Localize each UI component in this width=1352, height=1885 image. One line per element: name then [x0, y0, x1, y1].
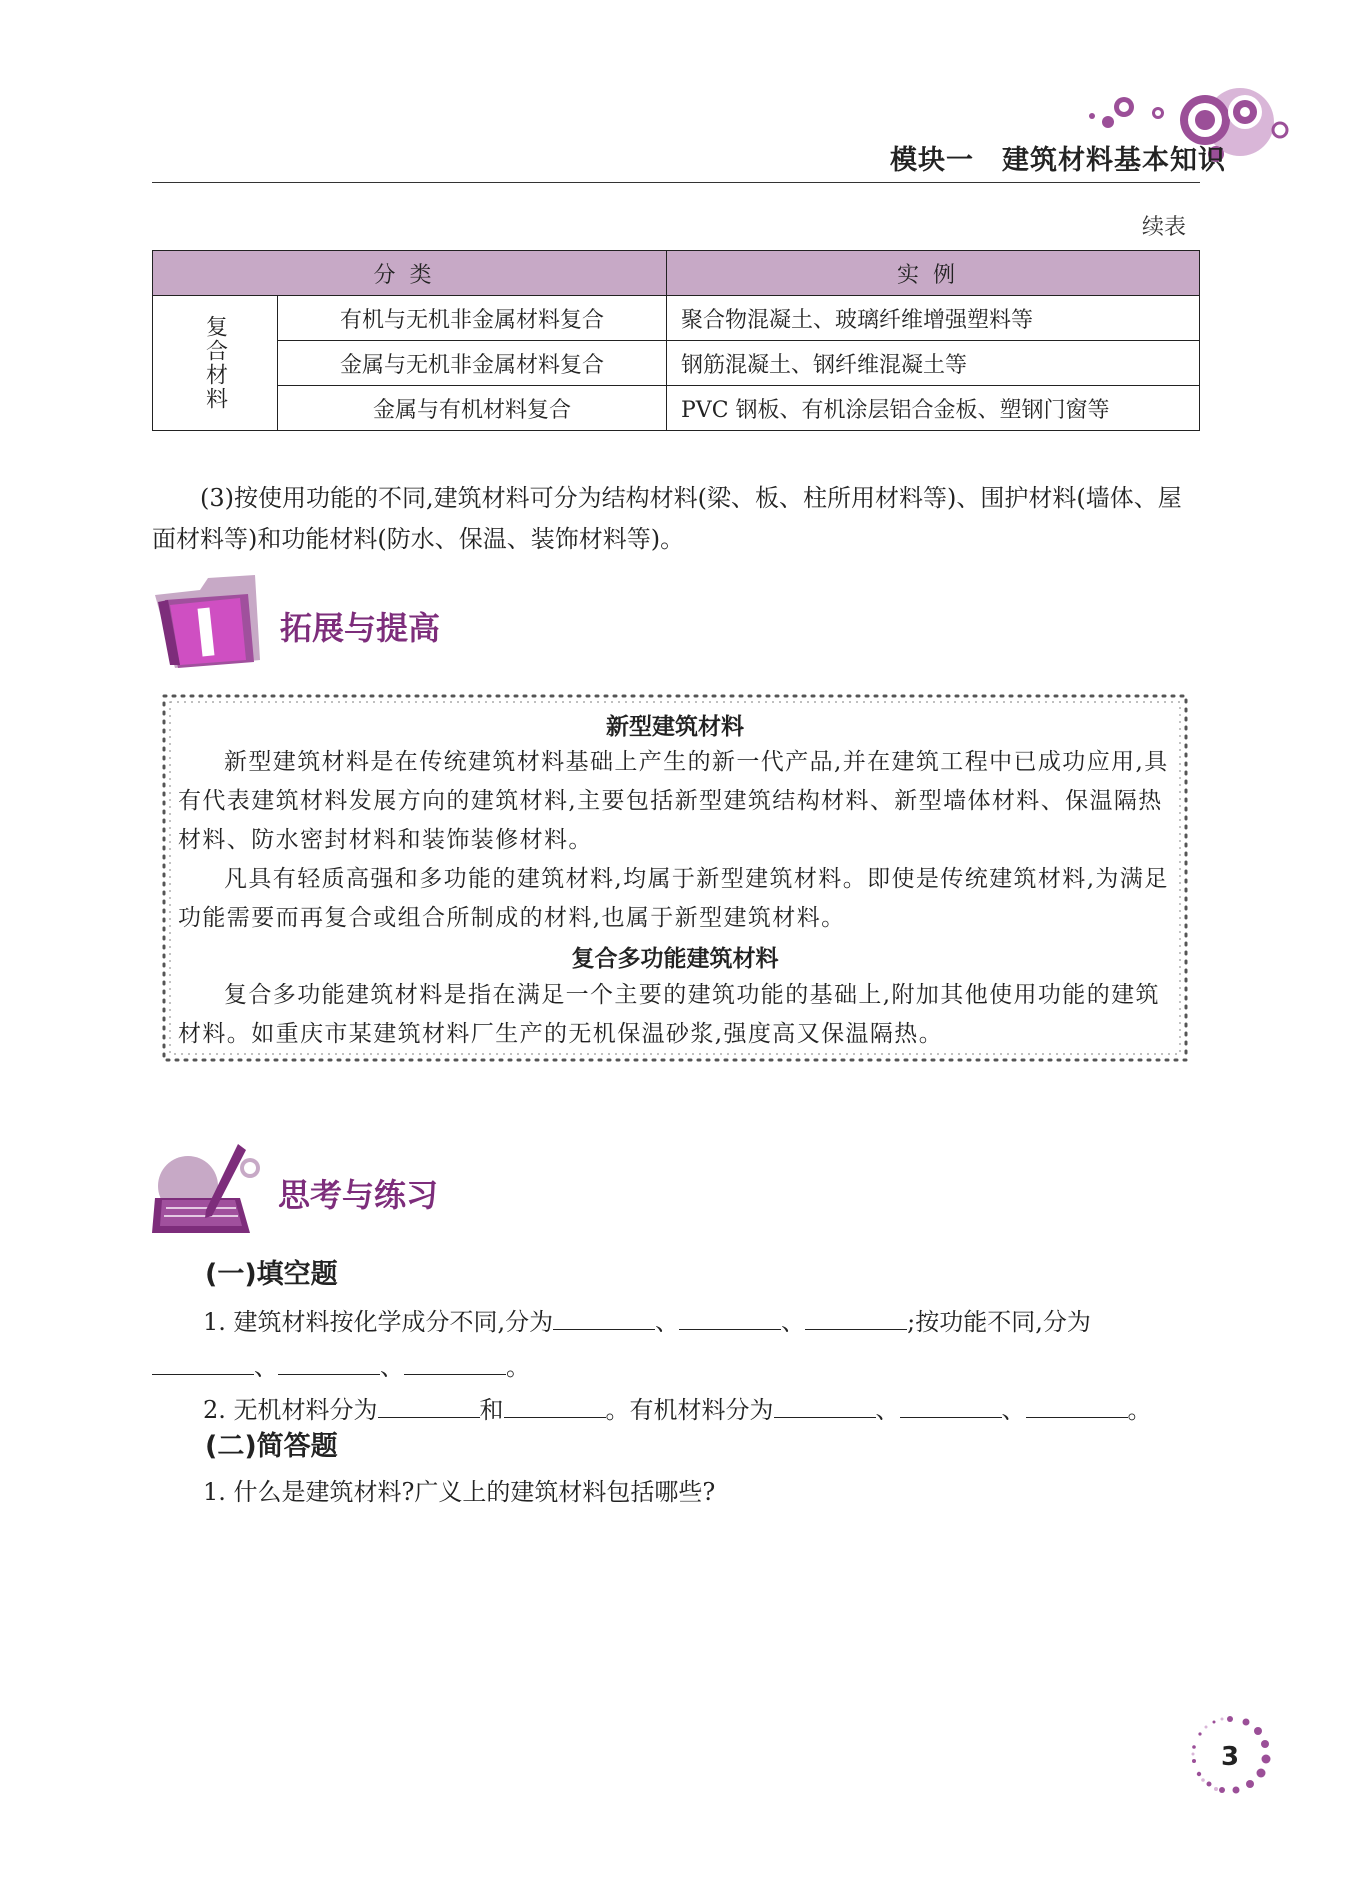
box-paragraph: 复合多功能建筑材料是指在满足一个主要的建筑功能的基础上,附加其他使用功能的建筑材料。如重庆市某建筑材料厂生产的无机保温砂浆,强度高又保温隔热。	[178, 982, 1160, 1047]
short-answer-heading: (二)简答题	[205, 1431, 338, 1462]
row-example: PVC 钢板、有机涂层铝合金板、塑钢门窗等	[667, 386, 1200, 431]
blank[interactable]	[378, 1395, 480, 1418]
page-number: 3	[1220, 1742, 1240, 1772]
blank[interactable]	[504, 1395, 606, 1418]
fill-in-heading: (一)填空题	[205, 1259, 338, 1290]
box-heading: 新型建筑材料	[606, 713, 744, 740]
question-text: 1. 建筑材料按化学成分不同,分为	[203, 1308, 554, 1336]
blank[interactable]	[900, 1395, 1002, 1418]
row-example: 钢筋混凝土、钢纤维混凝土等	[667, 341, 1200, 386]
blank[interactable]	[553, 1307, 655, 1330]
row-name: 金属与无机非金属材料复合	[278, 341, 667, 386]
exercises-title: 思考与练习	[278, 1176, 439, 1214]
short-answer-question-1: 1. 什么是建筑材料?广义上的建筑材料包括哪些?	[203, 1478, 716, 1506]
blank[interactable]	[774, 1395, 876, 1418]
header-rule	[152, 182, 1200, 183]
blank[interactable]	[805, 1307, 907, 1330]
table-row	[153, 386, 1200, 431]
question-text: 和	[479, 1396, 504, 1424]
blank[interactable]	[278, 1352, 380, 1375]
paragraph-function-classification: (3)按使用功能的不同,建筑材料可分为结构材料(梁、板、柱所用材料等)、围护材料(墙体、屋面材料等)和功能材料(防水、保温、装饰材料等)。	[152, 484, 1182, 553]
blank[interactable]	[404, 1352, 506, 1375]
box-paragraph: 凡具有轻质高强和多功能的建筑材料,均属于新型建筑材料。即使是传统建筑材料,为满足功能需要而再复合或组合所制成的材料,也属于新型建筑材料。	[178, 866, 1169, 931]
blank[interactable]	[1026, 1395, 1128, 1418]
group-label: 复合材料	[153, 296, 278, 431]
box-heading: 复合多功能建筑材料	[571, 945, 779, 972]
row-name: 金属与有机材料复合	[278, 386, 667, 431]
table-row	[153, 296, 1200, 341]
classification-table	[152, 250, 1200, 431]
box-paragraph: 新型建筑材料是在传统建筑材料基础上产生的新一代产品,并在建筑工程中已成功应用,具有代表建筑材料发展方向的建筑材料,主要包括新型建筑结构材料、新型墙体材料、保温隔热材料、防水密封材料和装饰装修材料。	[178, 749, 1169, 853]
header-category: 分类	[153, 251, 667, 296]
header-title: 模块一 建筑材料基本知识	[890, 145, 1226, 176]
folder-icon	[150, 570, 265, 670]
blank[interactable]	[679, 1307, 781, 1330]
header-example: 实例	[667, 251, 1200, 296]
question-text: ;按功能不同,分为	[907, 1308, 1091, 1336]
question-text: 2. 无机材料分为	[203, 1396, 378, 1424]
extension-title: 拓展与提高	[280, 609, 441, 647]
row-example: 聚合物混凝土、玻璃纤维增强塑料等	[667, 296, 1200, 341]
question-text: 。有机材料分为	[605, 1396, 774, 1424]
question-1-line2: 、 、 。	[152, 1347, 530, 1387]
continued-table-label: 续表	[1142, 215, 1187, 240]
table-header-row	[153, 251, 1200, 296]
row-name: 有机与无机非金属材料复合	[278, 296, 667, 341]
page-number-badge	[1188, 1713, 1272, 1797]
table-row	[153, 341, 1200, 386]
blank[interactable]	[152, 1352, 254, 1375]
notebook-pen-icon	[150, 1138, 265, 1238]
question-1-line1: 1. 建筑材料按化学成分不同,分为 、 、 ;按功能不同,分为	[203, 1308, 1091, 1336]
question-2: 2. 无机材料分为 和 。有机材料分为 、 、 。	[203, 1396, 1152, 1424]
